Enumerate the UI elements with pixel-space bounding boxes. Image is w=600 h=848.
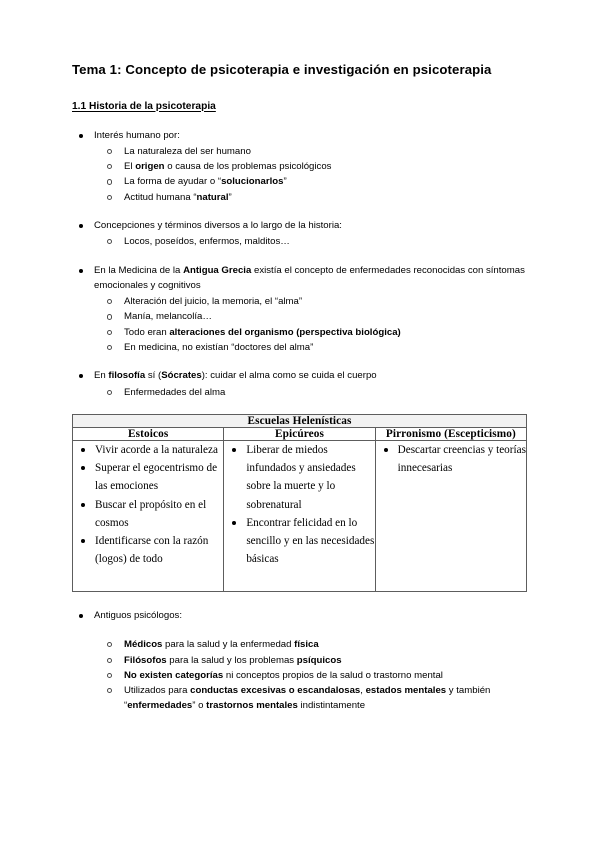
emphasis-text: psíquicos [296,654,342,666]
emphasis-text: natural [196,191,229,203]
table-header-estoicos: Estoicos [73,427,224,440]
section-heading: 1.1 Historia de la psicoterapia [72,100,216,112]
bullet-item-level1 [72,128,540,205]
table-list-item: Superar el egocentrismo de las emociones [73,459,223,495]
bullet-item-level1 [72,218,540,250]
table-list-item: Liberar de miedos infundados y ansiedades sobre la muerte y lo sobrenatural [224,441,374,514]
table-list-item: Descartar creencias y teorías innecesarias [376,441,526,477]
bullet-item-level2: La forma de ayudar o “solucionarlos” [94,174,540,189]
emphasis-text: estados mentales [365,685,447,697]
table-cell-epicureos [224,440,375,591]
bullet-item-level2: La naturaleza del ser humano [94,144,540,159]
bullet-item-level2: Todo eran alteraciones del organismo (perspectiva biológica) [94,325,540,340]
emphasis-text: solucionarlos [221,176,284,188]
final-bullet-list [72,608,540,714]
table-header-pirronismo: Pirronismo (Escepticismo) [375,427,526,440]
bullet-lead-text: En la Medicina de la Antigua Grecia existía el concepto de enfermedades reconocidas con síntomas emocionales y cognitivos [94,264,525,291]
emphasis-text: Médicos [124,639,163,651]
hellenistic-schools-table-wrap [72,414,540,592]
bullet-lead-text: Interés humano por: [94,129,180,141]
table-caption-cell: Escuelas Helenísticas [73,414,527,427]
hellenistic-schools-table [72,414,527,592]
bullet-sublist-level2 [94,385,540,400]
table-header-row [73,427,527,440]
bullet-sublist-level2 [94,144,540,205]
bullet-item-level2: Filósofos para la salud y los problemas psíquicos [94,653,540,668]
table-list-item: Vivir acorde a la naturaleza [73,441,223,459]
page-title: Tema 1: Concepto de psicoterapia e investigación en psicoterapia [72,62,492,77]
bullet-item-level2: No existen categorías ni conceptos propios de la salud o trastorno mental [94,668,540,683]
bullet-item-level1 [72,368,540,400]
bullet-item-level2: Manía, melancolía… [94,309,540,324]
main-bullet-list [72,128,540,400]
emphasis-text: origen [135,161,165,173]
bullet-lead-text: Antiguos psicólogos: [94,609,182,621]
table-cell-pirronismo [375,440,526,591]
table-caption-row [73,414,527,427]
emphasis-text: alteraciones del organismo (perspectiva biológica) [169,326,401,338]
emphasis-text: Filósofos [124,654,167,666]
emphasis-text: enfermedades [127,700,193,712]
bullet-item-level2: Médicos para la salud y la enfermedad física [94,637,540,652]
bullet-lead-text: Concepciones y términos diversos a lo largo de la historia: [94,219,342,231]
emphasis-text: Sócrates [161,370,202,382]
bullet-sublist-level2 [94,234,540,249]
table-list-item: Buscar el propósito en el cosmos [73,496,223,532]
emphasis-text: Antigua Grecia [183,264,252,276]
table-body-row [73,440,527,591]
emphasis-text: física [294,639,319,651]
bullet-item-level2: Alteración del juicio, la memoria, el “alma” [94,294,540,309]
bullet-item-level2: Locos, poseídos, enfermos, malditos… [94,234,540,249]
bullet-item-level2: Utilizados para conductas excesivas o escandalosas, estados mentales y también “enfermedades” o trastornos mentales indistintamente [94,683,540,714]
table-cell-estoicos [73,440,224,591]
emphasis-text: trastornos mentales [206,700,298,712]
bullet-sublist-level2 [94,294,540,355]
bullet-item-level1 [72,263,540,356]
table-list-item: Identificarse con la razón (logos) de todo [73,532,223,568]
bullet-lead-text: En filosofía sí (Sócrates): cuidar el alma como se cuida el cuerpo [94,370,377,382]
emphasis-text: filosofía [108,370,146,382]
bullet-item-level2: Actitud humana “natural” [94,190,540,205]
bullet-item-level2: Enfermedades del alma [94,385,540,400]
bullet-sublist-level2 [94,637,540,713]
table-header-epicureos: Epicúreos [224,427,375,440]
table-list-item: Encontrar felicidad en lo sencillo y en las necesidades básicas [224,514,374,569]
bullet-item-level2: El origen o causa de los problemas psicológicos [94,159,540,174]
bullet-item-level2: En medicina, no existían “doctores del alma” [94,340,540,355]
emphasis-text: conductas excesivas o escandalosas [190,685,361,697]
emphasis-text: No existen categorías [124,669,224,681]
bullet-item-level1 [72,608,540,714]
